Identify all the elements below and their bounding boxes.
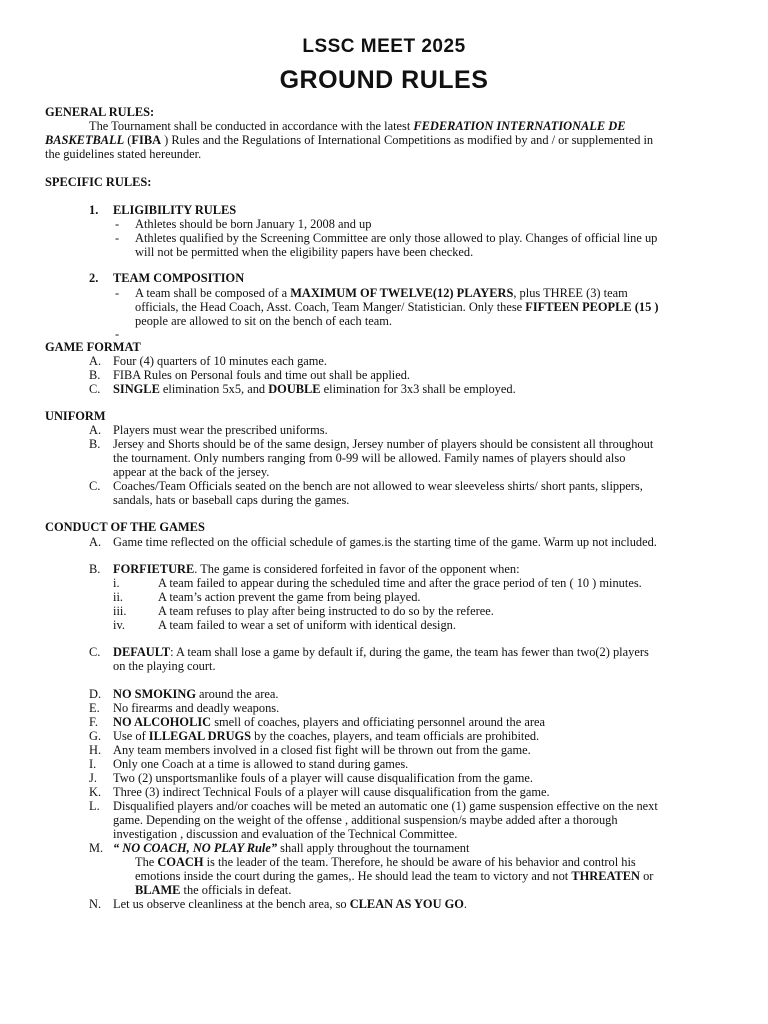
- conduct-item-l-line-3: investigation , discussion and evaluation of the Technical Committee.: [113, 827, 458, 841]
- conduct-item-i: Only one Coach at a time is allowed to stand during games.: [113, 757, 409, 771]
- conduct-item-n: Let us observe cleanliness at the bench area, so CLEAN AS YOU GO.: [113, 897, 467, 911]
- forfeiture-item: A team failed to wear a set of uniform with identical design.: [158, 618, 456, 632]
- conduct-item-d: NO SMOKING around the area.: [113, 687, 279, 701]
- eligibility-number: 1.: [89, 203, 99, 217]
- list-label: B.: [89, 368, 101, 382]
- eligibility-item-2-line-2: will not be permitted when the eligibility papers have been checked.: [135, 245, 474, 259]
- roman-label: iii.: [113, 604, 127, 618]
- conduct-item-k: Three (3) indirect Technical Fouls of a player will cause disqualification from the game.: [113, 785, 550, 799]
- roman-label: i.: [113, 576, 120, 590]
- team-composition-line-1: A team shall be composed of a MAXIMUM OF TWELVE(12) PLAYERS, plus THREE (3) team: [135, 286, 628, 300]
- conduct-item-l-line-2: game. Depending on the weight of the offense , additional suspension/s maybe added after a thorough: [113, 813, 618, 827]
- bullet-dash: -: [115, 327, 120, 341]
- list-label: B.: [89, 562, 101, 576]
- uniform-item-b-line-3: appear at the back of the jersey.: [113, 465, 270, 479]
- general-rules-heading: GENERAL RULES:: [45, 105, 155, 119]
- conduct-item-c-line-1: DEFAULT: A team shall lose a game by default if, during the game, the team has fewer than two(2) players: [113, 645, 649, 659]
- conduct-item-m-line-3: emotions inside the court during the games,. He should lead the team to victory and not THREATEN or: [135, 869, 654, 883]
- uniform-item-b-line-1: Jersey and Shorts should be of the same design, Jersey number of players should be consistent all throughout: [113, 437, 654, 451]
- conduct-item-f: NO ALCOHOLIC smell of coaches, players and officiating personnel around the area: [113, 715, 545, 729]
- forfeiture-item: A team refuses to play after being instructed to do so by the referee.: [158, 604, 494, 618]
- list-label: H.: [89, 743, 102, 757]
- page-title: GROUND RULES: [279, 66, 489, 94]
- conduct-item-g: Use of ILLEGAL DRUGS by the coaches, players, and team officials are prohibited.: [113, 729, 540, 743]
- conduct-item-j: Two (2) unsportsmanlike fouls of a player will cause disqualification from the game.: [113, 771, 533, 785]
- bullet-dash: -: [115, 231, 120, 245]
- list-label: F.: [89, 715, 98, 729]
- list-label: E.: [89, 701, 100, 715]
- uniform-item-c-line-2: sandals, hats or baseball caps during the games.: [113, 493, 350, 507]
- uniform-item-a: Players must wear the prescribed uniforms.: [113, 423, 328, 437]
- roman-label: ii.: [113, 590, 123, 604]
- uniform-heading: UNIFORM: [45, 409, 106, 423]
- conduct-item-m-line-2: The COACH is the leader of the team. Therefore, he should be aware of his behavior and control his: [135, 855, 636, 869]
- conduct-item-m-line-1: “ NO COACH, NO PLAY Rule” shall apply throughout the tournament: [113, 841, 470, 855]
- game-format-heading: GAME FORMAT: [45, 340, 141, 354]
- conduct-heading: CONDUCT OF THE GAMES: [45, 520, 205, 534]
- general-rules-line-1: The Tournament shall be conducted in accordance with the latest FEDERATION INTERNATIONALE DE: [89, 119, 626, 133]
- list-label: A.: [89, 354, 102, 368]
- uniform-item-c-line-1: Coaches/Team Officials seated on the bench are not allowed to wear sleeveless shirts/ short pants, slippers,: [113, 479, 643, 493]
- conduct-item-b: FORFIETURE. The game is considered forfeited in favor of the opponent when:: [113, 562, 520, 576]
- uniform-item-b-line-2: the tournament. Only numbers ranging from 0-99 will be allowed. Family names of players should also: [113, 451, 626, 465]
- eligibility-item-2-line-1: Athletes qualified by the Screening Committee are only those allowed to play. Changes of official line up: [135, 231, 658, 245]
- forfeiture-item: A team’s action prevent the game from being played.: [158, 590, 421, 604]
- list-label: A.: [89, 535, 102, 549]
- bullet-dash: -: [115, 286, 120, 300]
- forfeiture-item: A team failed to appear during the scheduled time and after the grace period of ten ( 10 ) minutes.: [158, 576, 642, 590]
- list-label: M.: [89, 841, 104, 855]
- conduct-item-m-line-4: BLAME the officials in defeat.: [135, 883, 292, 897]
- general-rules-line-2: BASKETBALL (FIBA ) Rules and the Regulations of International Competitions as modified by and / or supplemented in: [45, 133, 654, 147]
- list-label: A.: [89, 423, 102, 437]
- conduct-item-e: No firearms and deadly weapons.: [113, 701, 280, 715]
- list-label: J.: [89, 771, 97, 785]
- conduct-item-l-line-1: Disqualified players and/or coaches will be meted an automatic one (1) game suspension effective on the next: [113, 799, 658, 813]
- team-composition-line-3: people are allowed to sit on the bench of each team.: [135, 314, 393, 328]
- conduct-item-a: Game time reflected on the official schedule of games.is the starting time of the game. Warm up not included.: [113, 535, 657, 549]
- team-composition-line-2: officials, the Head Coach, Asst. Coach, Team Manger/ Statistician. Only these FIFTEEN PEOPLE (15 ): [135, 300, 659, 314]
- list-label: N.: [89, 897, 102, 911]
- list-label: G.: [89, 729, 102, 743]
- list-label: C.: [89, 479, 101, 493]
- conduct-item-c-line-2: on the playing court.: [113, 659, 216, 673]
- list-label: C.: [89, 645, 101, 659]
- team-composition-heading: TEAM COMPOSITION: [113, 271, 245, 285]
- list-label: I.: [89, 757, 97, 771]
- roman-label: iv.: [113, 618, 125, 632]
- game-format-item: FIBA Rules on Personal fouls and time out shall be applied.: [113, 368, 410, 382]
- eligibility-heading: ELIGIBILITY RULES: [113, 203, 237, 217]
- bullet-dash: -: [115, 217, 120, 231]
- general-rules-line-3: the guidelines stated hereunder.: [45, 147, 202, 161]
- game-format-item: SINGLE elimination 5x5, and DOUBLE elimination for 3x3 shall be employed.: [113, 382, 516, 396]
- team-composition-number: 2.: [89, 271, 99, 285]
- conduct-item-h: Any team members involved in a closed fist fight will be thrown out from the game.: [113, 743, 531, 757]
- list-label: C.: [89, 382, 101, 396]
- list-label: D.: [89, 687, 102, 701]
- game-format-item: Four (4) quarters of 10 minutes each game.: [113, 354, 328, 368]
- list-label: K.: [89, 785, 102, 799]
- event-title: LSSC MEET 2025: [302, 36, 466, 57]
- list-label: B.: [89, 437, 101, 451]
- list-label: L.: [89, 799, 100, 813]
- specific-rules-heading: SPECIFIC RULES:: [45, 175, 152, 189]
- eligibility-item-1: Athletes should be born January 1, 2008 and up: [135, 217, 372, 231]
